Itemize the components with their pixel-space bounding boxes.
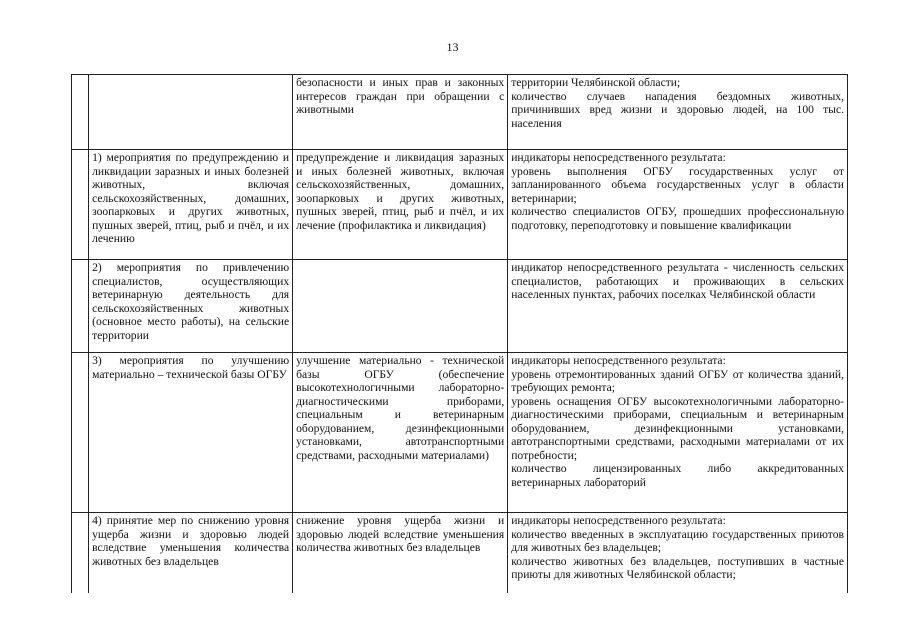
margin-cell [72,353,89,513]
indicator-text: уровень оснащения ОГБУ высокотехнологичными лабораторно-диагностическими приборами, специальным и ветеринарным оборудованием, дезинфекционными установками, автотранспортными средствами, расходными материалами от их потребности; [511,394,844,462]
measure-text: 1) мероприятия по предупреждению и ликвидации заразных и иных болезней животных, включая сельскохозяйственных, домашних, зоопарковых и других животных, пушных зверей, птиц, рыб и пчёл, и их лечению [92,151,290,245]
indicators-cell [508,75,848,150]
margin-cell [72,150,89,260]
content-cell [293,513,508,593]
margin-cell [72,75,89,150]
program-measures-table [71,74,848,593]
indicator-text: уровень отремонтированных зданий ОГБУ от количества зданий, требующих ремонта; [511,367,844,394]
indicator-text: количество специалистов ОГБУ, прошедших профессиональную подготовку, переподготовку и повышение квалификации [511,205,844,232]
content-text: снижение уровня ущерба жизни и здоровью людей вследствие уменьшения количества животных без владельцев [296,514,505,554]
indicator-text: количество лицензированных либо аккредитованных ветеринарных лабораторий [511,462,844,489]
indicators-cell [508,260,848,353]
table-row [72,353,848,513]
indicators-cell [508,353,848,513]
table-row [72,75,848,150]
measure-cell [89,353,293,513]
indicator-text: индикатор непосредственного результата - численность сельских специалистов, работающих и проживающих в сельских населенных пунктах, рабочих поселках Челябинской области [511,261,844,301]
margin-cell [72,260,89,353]
content-cell [293,75,508,150]
content-text: безопасности и иных прав и законных интересов граждан при обращении с животными [296,76,505,116]
indicators-cell [508,150,848,260]
indicator-text: индикаторы непосредственного результата: [511,354,726,367]
measure-cell [89,75,293,150]
measure-text: 2) мероприятия по привлечению специалистов, осуществляющих ветеринарную деятельность для сельскохозяйственных животных (основное место работы), на сельские территории [92,261,290,342]
content-cell [293,150,508,260]
table-row [72,260,848,353]
content-cell [293,353,508,513]
page-number: 13 [446,40,459,54]
content-text: улучшение материально - технической базы ОГБУ (обеспечение высокотехнологичными лабораторно-диагностическими приборами, специальным и ветеринарным оборудованием, дезинфекционными установками, автотранспортными средствами, расходными материалами) [296,354,505,462]
measure-text: 3) мероприятия по улучшению материально – технической базы ОГБУ [92,354,290,381]
indicator-text: уровень выполнения ОГБУ государственных услуг от запланированного объема государственных услуг в области ветеринарии; [511,164,844,205]
measure-cell [89,260,293,353]
indicator-text: территории Челябинской области; [511,76,681,89]
measure-cell [89,513,293,593]
table-row [72,513,848,593]
measure-cell [89,150,293,260]
indicator-text: индикаторы непосредственного результата: [511,151,726,164]
indicators-cell [508,513,848,593]
indicator-text: количество введенных в эксплуатацию государственных приютов для животных без владельцев; [511,527,844,554]
table-row [72,150,848,260]
content-cell [293,260,508,353]
measure-text: 4) принятие мер по снижению уровня ущерба жизни и здоровью людей вследствие уменьшения количества животных без владельцев [92,514,290,568]
indicator-text: количество животных без владельцев, поступивших в частные приюты для животных Челябинской области; [511,554,844,581]
content-text: предупреждение и ликвидация заразных и иных болезней животных, включая сельскохозяйственных, домашних, зоопарковых и других животных, пушных зверей, птиц, рыб и пчёл, и их лечение (профилактика и ликвидация) [296,151,505,232]
indicator-text: количество случаев нападения бездомных животных, причинивших вред жизни и здоровью людей, на 100 тыс. населения [511,89,844,130]
margin-cell [72,513,89,593]
indicator-text: индикаторы непосредственного результата: [511,514,726,527]
